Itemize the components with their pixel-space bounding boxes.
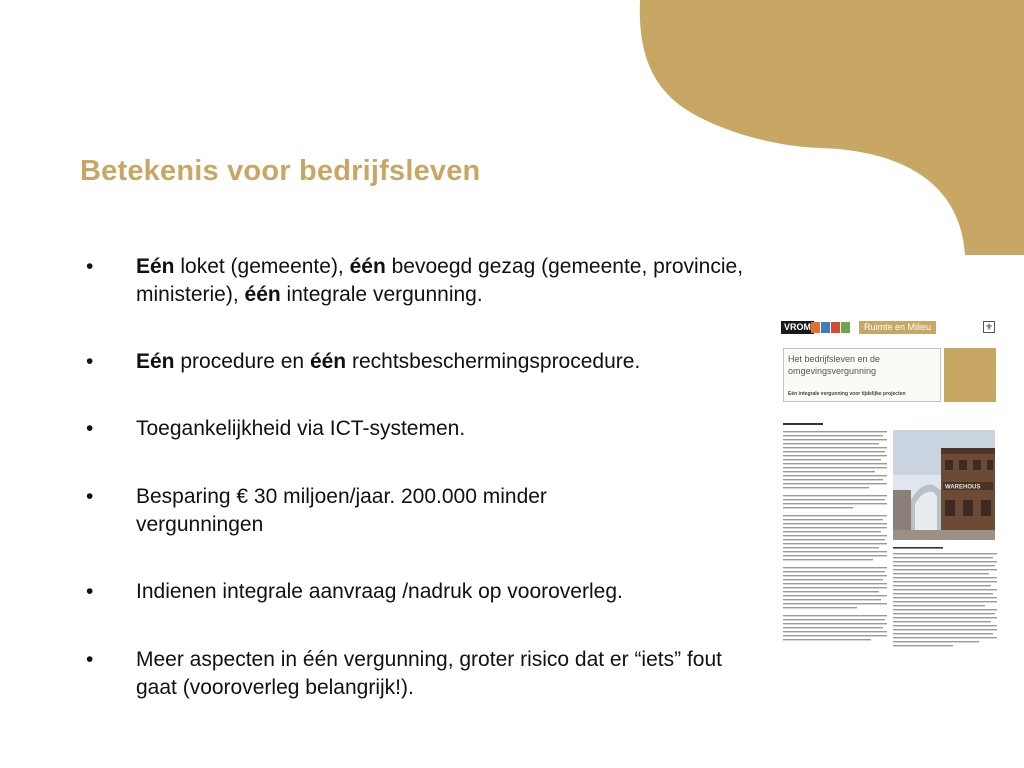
bullet-text (136, 578, 766, 606)
bullet-bold-text: één (309, 350, 347, 373)
bullet-text-part: integrale vergunning. (280, 283, 483, 306)
bullet-dot: • (86, 580, 94, 603)
bullet-text (136, 415, 766, 443)
color-square (821, 322, 830, 333)
brochure-gold-block (944, 348, 996, 402)
brochure-subtitle: Eén integrale vergunning voor tijdelijke projecten (788, 391, 906, 397)
bullet-item (86, 483, 766, 539)
brochure-thumbnail (781, 318, 997, 658)
bullet-item (86, 348, 766, 376)
bullet-text-part: Indienen integrale aanvraag /nadruk op vooroverleg. (136, 580, 623, 603)
bullet-text (136, 253, 766, 309)
bullet-bold-text: Eén (136, 350, 175, 373)
brochure-title-box (783, 348, 941, 402)
ministry-badge: Ruimte en Milieu (859, 321, 936, 334)
bullet-text-part: loket (gemeente), (174, 255, 350, 278)
bullet-bold-text: Eén (136, 255, 175, 278)
bullet-dot: • (86, 417, 94, 440)
crest-icon: ⚜ (984, 322, 994, 332)
slide-title: Betekenis voor bedrijfsleven (80, 155, 481, 187)
bullet-text (136, 483, 656, 539)
color-square (831, 322, 840, 333)
bullet-text-part: procedure en (174, 350, 310, 373)
bullet-item (86, 253, 766, 309)
bullet-bold-text: één (349, 255, 386, 278)
bullet-dot: • (86, 350, 94, 373)
bullet-dot: • (86, 255, 94, 278)
bullet-text (136, 646, 746, 702)
brochure-header (781, 318, 997, 338)
bullet-text-part: Besparing € 30 miljoen/jaar. 200.000 minder vergunningen (136, 485, 547, 536)
bullet-item (86, 415, 766, 443)
photo-sign-text: WAREHOUS (945, 484, 981, 491)
bullet-text-part: Toegankelijkheid via ICT-systemen. (136, 417, 466, 440)
bullet-item (86, 578, 766, 606)
bullet-text (136, 348, 766, 376)
brochure-title: Het bedrijfsleven en de omgevingsvergunning (788, 354, 881, 376)
bullet-text-part: bevoegd gezag (gemeente, provincie, ministerie), (136, 255, 744, 306)
bullet-bold-text: één (244, 283, 281, 306)
brochure-photo (893, 430, 995, 540)
logo-color-squares (811, 322, 851, 333)
bullet-text-part: Meer aspecten in één vergunning, groter risico dat er “iets” fout gaat (vooroverleg belangrijk!). (136, 648, 722, 699)
vrom-logo: VROM (781, 321, 814, 334)
bullet-text-part: rechtsbeschermingsprocedure. (346, 350, 641, 373)
bullet-dot: • (86, 648, 94, 671)
bullet-dot: • (86, 485, 94, 508)
bullet-item (86, 646, 766, 702)
color-square (811, 322, 820, 333)
color-square (841, 322, 850, 333)
